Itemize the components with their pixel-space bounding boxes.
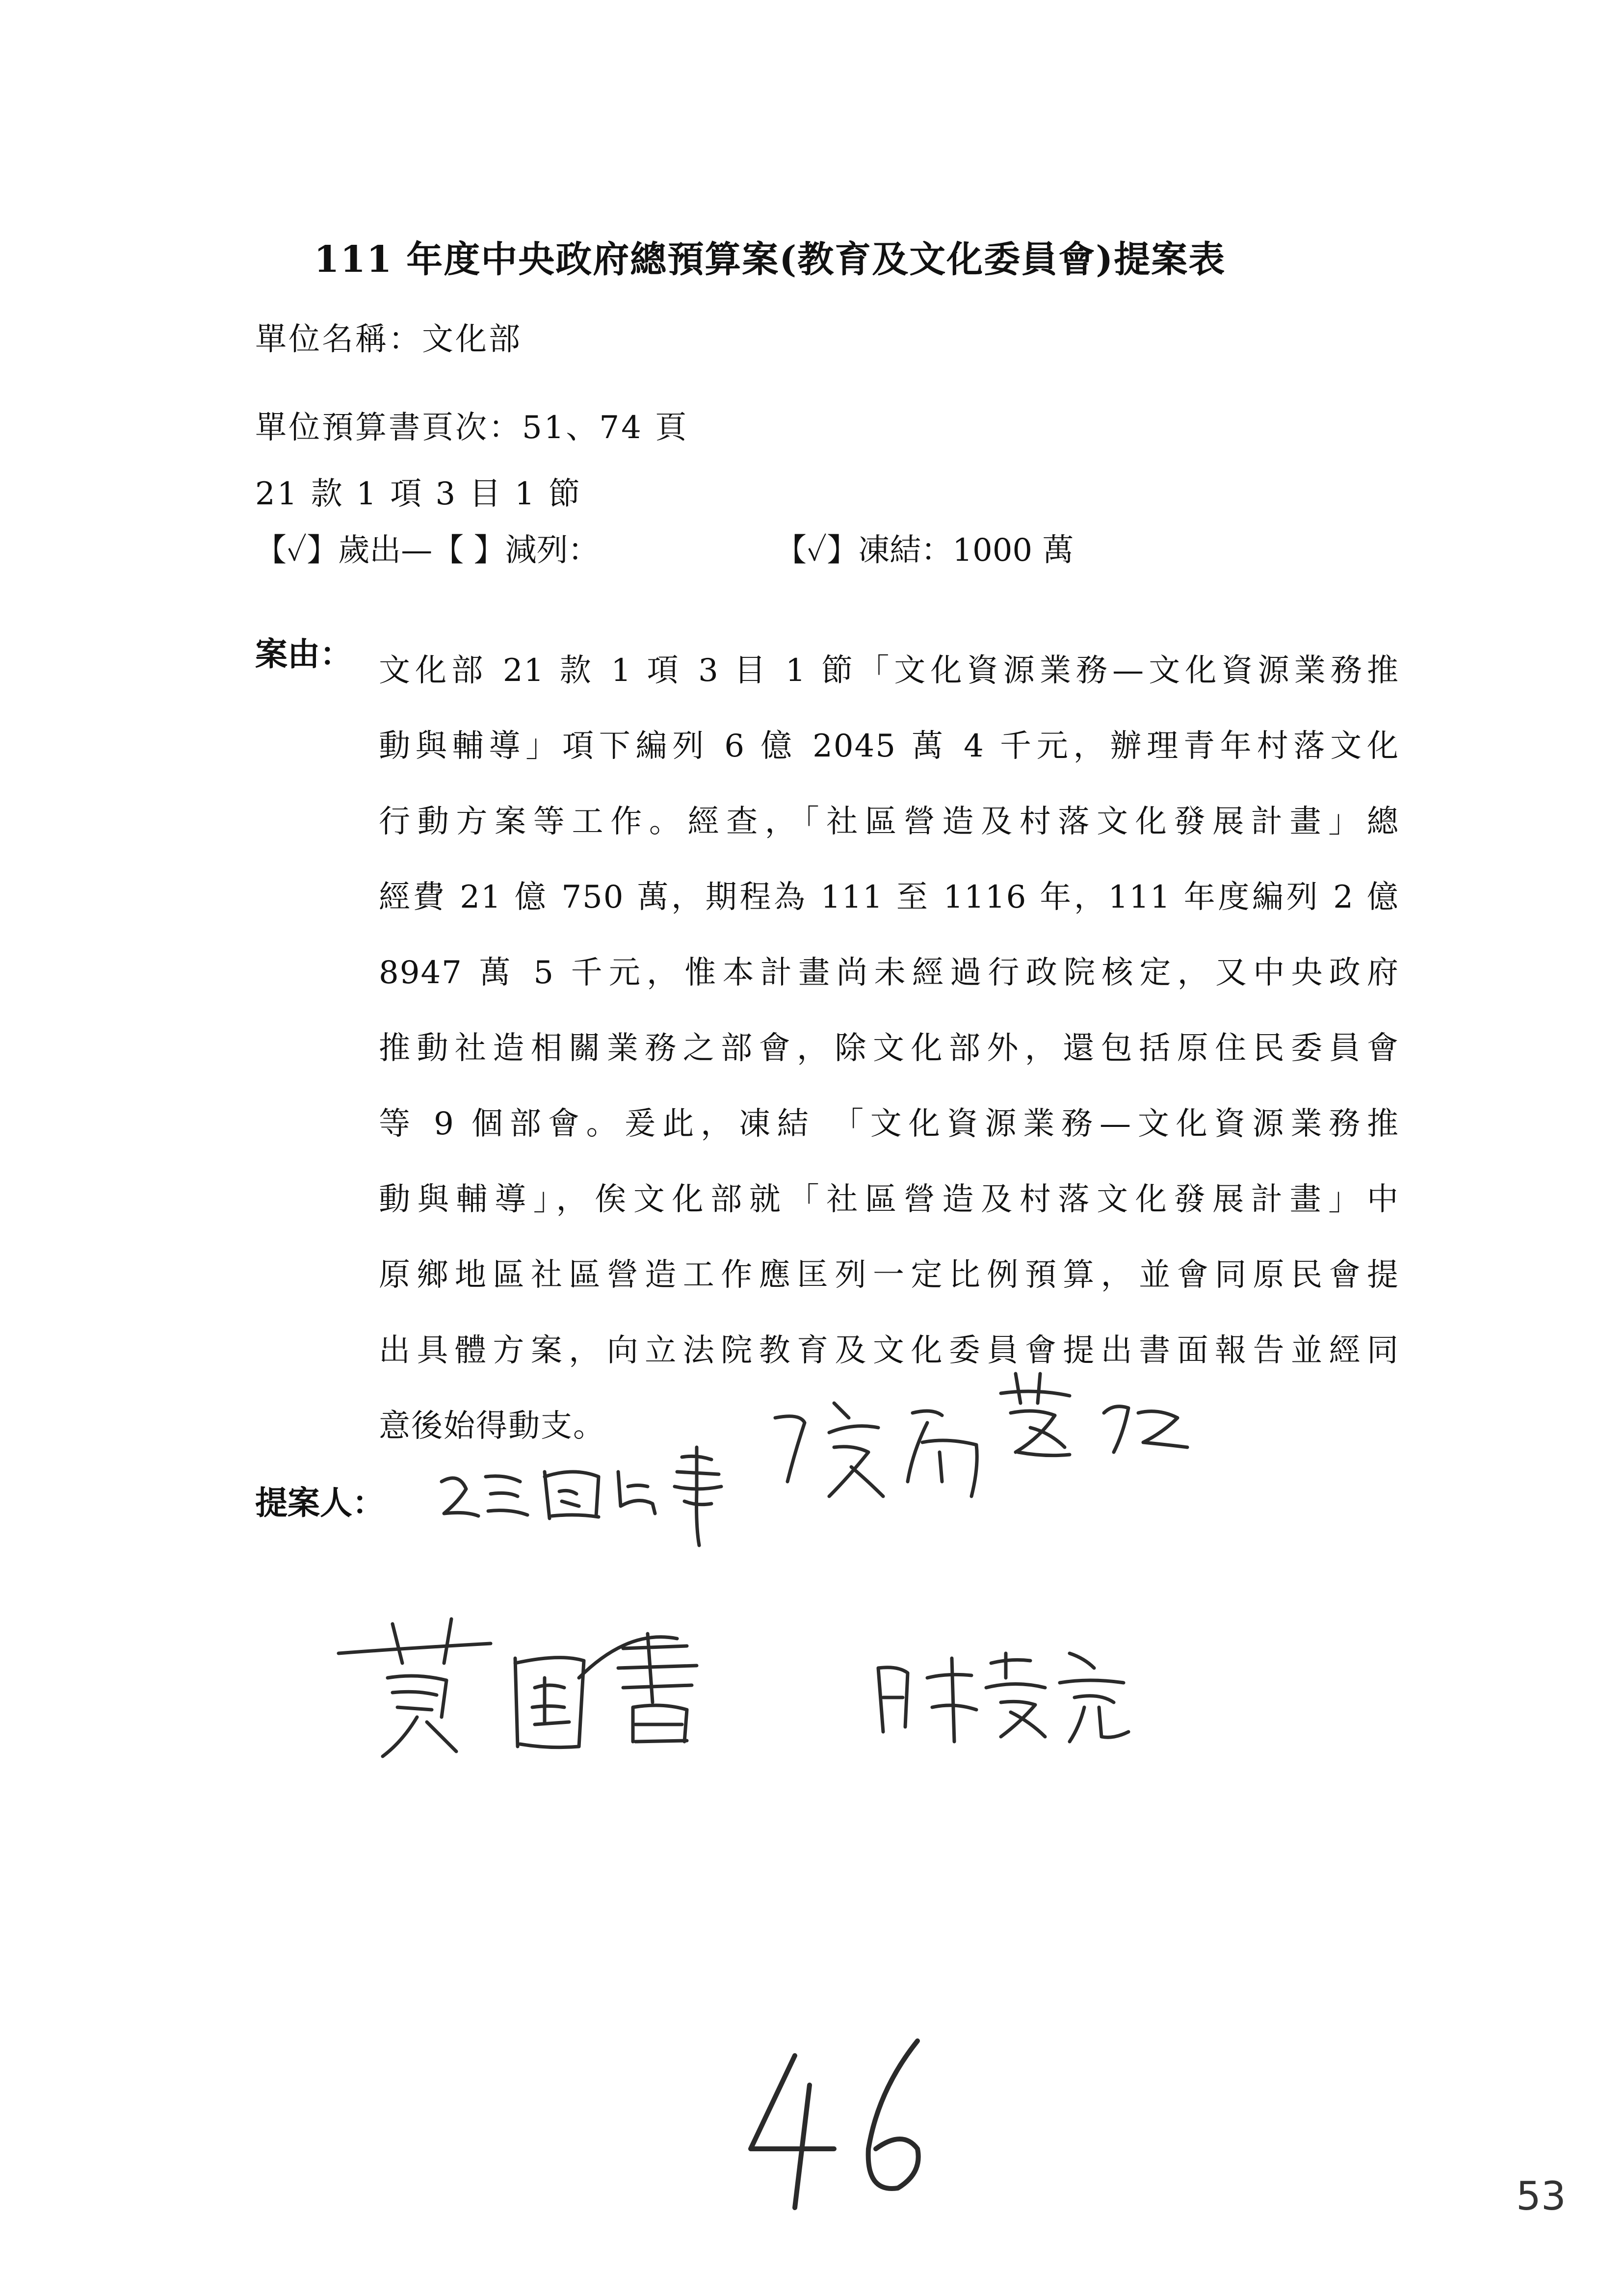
document-title: 111 年度中央政府總預算案(教育及文化委員會)提案表 [314, 238, 1226, 281]
budget-section: 21 款 1 項 3 目 1 節 [255, 476, 582, 512]
proposer-label: 提案人： [255, 1484, 385, 1522]
case-line: 經費 21 億 750 萬，期程為 111 至 1116 年，111 年度編列 2 億 [379, 879, 1399, 915]
page-number: 53 [1516, 2173, 1566, 2219]
case-line: 推動社造相關業務之部會，除文化部外，還包括原住民委員會 [379, 1030, 1399, 1067]
case-line: 8947 萬 5 千元，惟本計畫尚未經過行政院核定，又中央政府 [379, 955, 1399, 991]
case-line: 動與輔導」項下編列 6 億 2045 萬 4 千元，辦理青年村落文化 [379, 728, 1399, 764]
expenditure-reduction: 【✓】歲出—【 】減列： [255, 532, 600, 569]
case-body [379, 633, 1399, 1464]
signature [878, 1653, 1128, 1742]
case-label: 案由： [255, 635, 352, 673]
case-line: 等 9 個部會。爰此，凍結 「文化資源業務—文化資源業務推 [379, 1106, 1399, 1142]
case-line: 文化部 21 款 1 項 3 目 1 節「文化資源業務—文化資源業務推 [379, 652, 1399, 689]
case-line: 動與輔導」，俟文化部就「社區營造及村落文化發展計畫」中 [379, 1181, 1399, 1218]
budget-action-row [255, 525, 1074, 570]
signature [339, 1619, 697, 1756]
freeze-amount: 【✓】凍結：1000 萬 [775, 532, 1074, 569]
case-line: 原鄉地區社區營造工作應匡列一定比例預算，並會同原民會提 [379, 1257, 1399, 1293]
case-line: 意後始得動支。 [379, 1408, 605, 1444]
handwritten-number [751, 2041, 918, 2208]
unit-name: 單位名稱：文化部 [255, 321, 522, 358]
case-line: 行動方案等工作。經查，「社區營造及村落文化發展計畫」總 [379, 804, 1399, 840]
case-line: 出具體方案，向立法院教育及文化委員會提出書面報告並經同 [379, 1332, 1399, 1369]
budget-page-reference: 單位預算書頁次：51、74 頁 [255, 410, 689, 446]
